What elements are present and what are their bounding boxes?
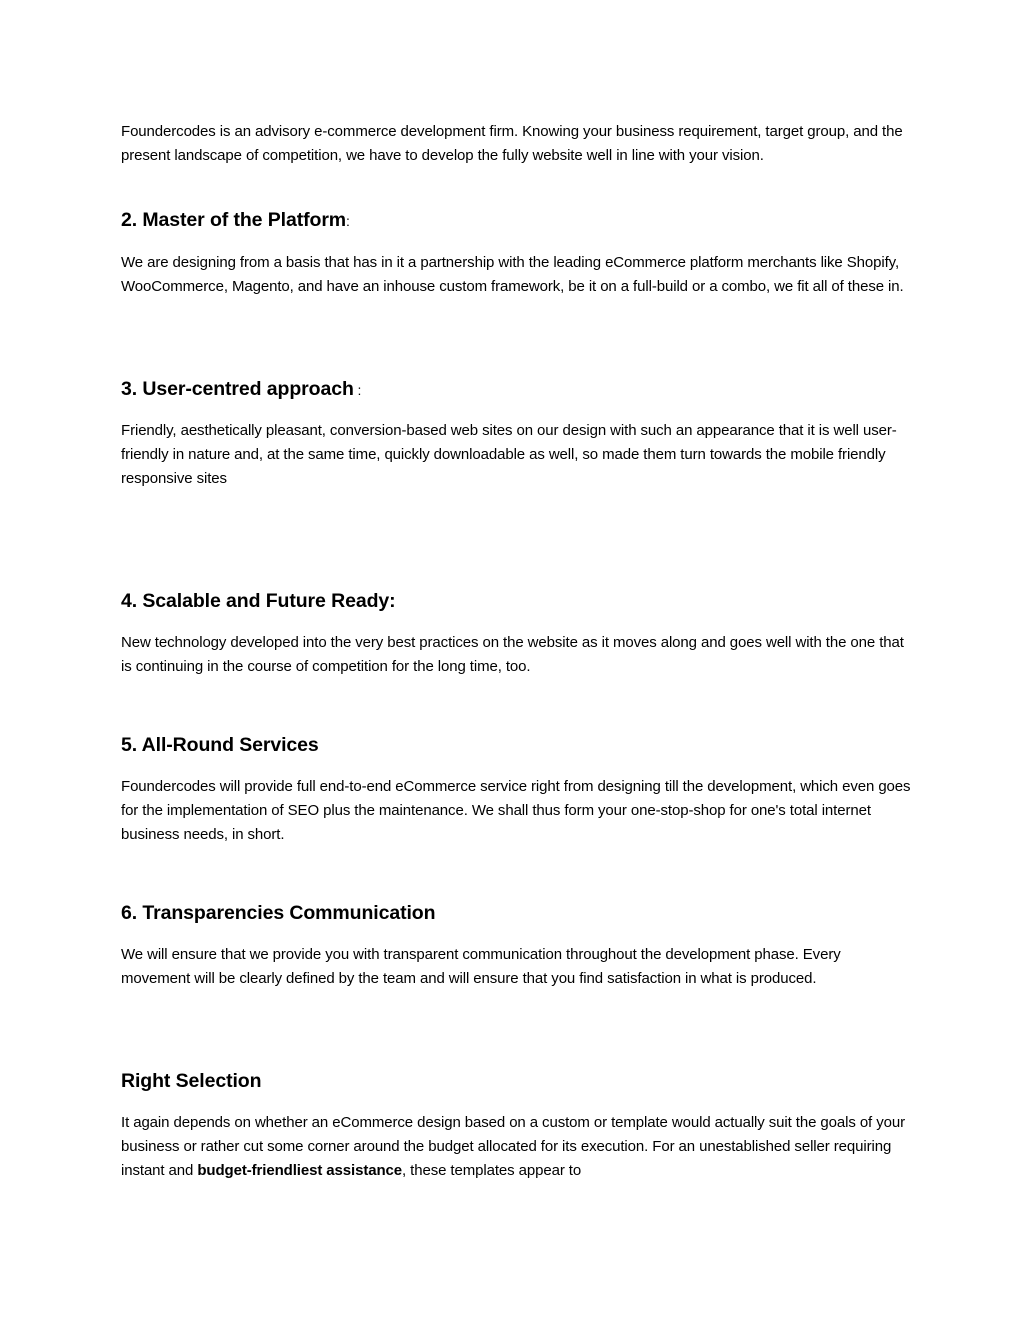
section-body-services: Foundercodes will provide full end-to-end eCommerce service right from designing till the development, which even goes for the implementation of SEO plus the maintenance. We shall thus form your one-stop-shop for one's total internet business needs, in short. — [121, 778, 911, 844]
section-body-right-selection-block — [121, 1111, 911, 1184]
section-heading-services: 5. All-Round Services — [121, 734, 319, 756]
section-heading-right-selection: Right Selection — [121, 1070, 262, 1092]
section-body-user-centred: Friendly, aesthetically pleasant, conversion-based web sites on our design with such an appearance that it is well user-friendly in nature and, at the same time, quickly downloadable as well, so made them turn towards the mobile friendly responsive sites — [121, 422, 897, 488]
section-body-right-selection-start: It again depends on whether an eCommerce design based on a custom or template would actually suit the goals of your business or rather cut some corner around the budget allocated for its execution. For an unestablished seller requiring instant and — [121, 1114, 905, 1180]
intro-paragraph: Foundercodes is an advisory e-commerce development firm. Knowing your business requirement, target group, and the present landscape of competition, we have to develop the fully website well in line with your vision. — [121, 123, 903, 165]
section-body-scalable-block — [121, 631, 911, 679]
section-body-services-block — [121, 775, 911, 848]
section-body-user-centred-block — [121, 419, 911, 492]
intro-paragraph-block — [121, 120, 911, 168]
section-heading-communication-block — [121, 900, 911, 926]
section-body-communication: We will ensure that we provide you with transparent communication throughout the development phase. Every movement will be clearly defined by the team and will ensure that you find satisfaction in what is produced. — [121, 946, 841, 988]
section-heading-user-centred-block — [121, 376, 911, 403]
section-heading-user-centred — [121, 376, 911, 403]
section-heading-platform-colon: : — [346, 213, 350, 229]
section-body-platform: We are designing from a basis that has in it a partnership with the leading eCommerce platform merchants like Shopify, WooCommerce, Magento, and have an inhouse custom framework, be it on a full-build or a combo, we fit all of these in. — [121, 254, 904, 296]
section-heading-services-block — [121, 732, 911, 758]
section-body-scalable: New technology developed into the very best practices on the website as it moves along and goes well with the one that is continuing in the course of competition for the long time, too. — [121, 634, 904, 676]
section-heading-user-centred-text: 3. User-centred approach — [121, 378, 354, 400]
section-heading-platform-block — [121, 207, 911, 234]
section-body-communication-block — [121, 943, 911, 991]
section-heading-platform — [121, 207, 911, 234]
section-heading-user-centred-colon: : — [353, 382, 362, 398]
section-heading-scalable: 4. Scalable and Future Ready: — [121, 590, 396, 612]
section-body-right-selection-bold: budget-friendliest assistance — [197, 1162, 403, 1180]
section-body-right-selection-end: , these templates appear to — [402, 1162, 582, 1180]
section-heading-scalable-block — [121, 588, 911, 614]
section-body-platform-block — [121, 251, 911, 299]
section-heading-communication: 6. Transparencies Communication — [121, 902, 436, 924]
section-heading-right-selection-block — [121, 1068, 911, 1094]
section-heading-platform-text: 2. Master of the Platform — [121, 209, 347, 231]
section-body-right-selection — [121, 1111, 911, 1184]
